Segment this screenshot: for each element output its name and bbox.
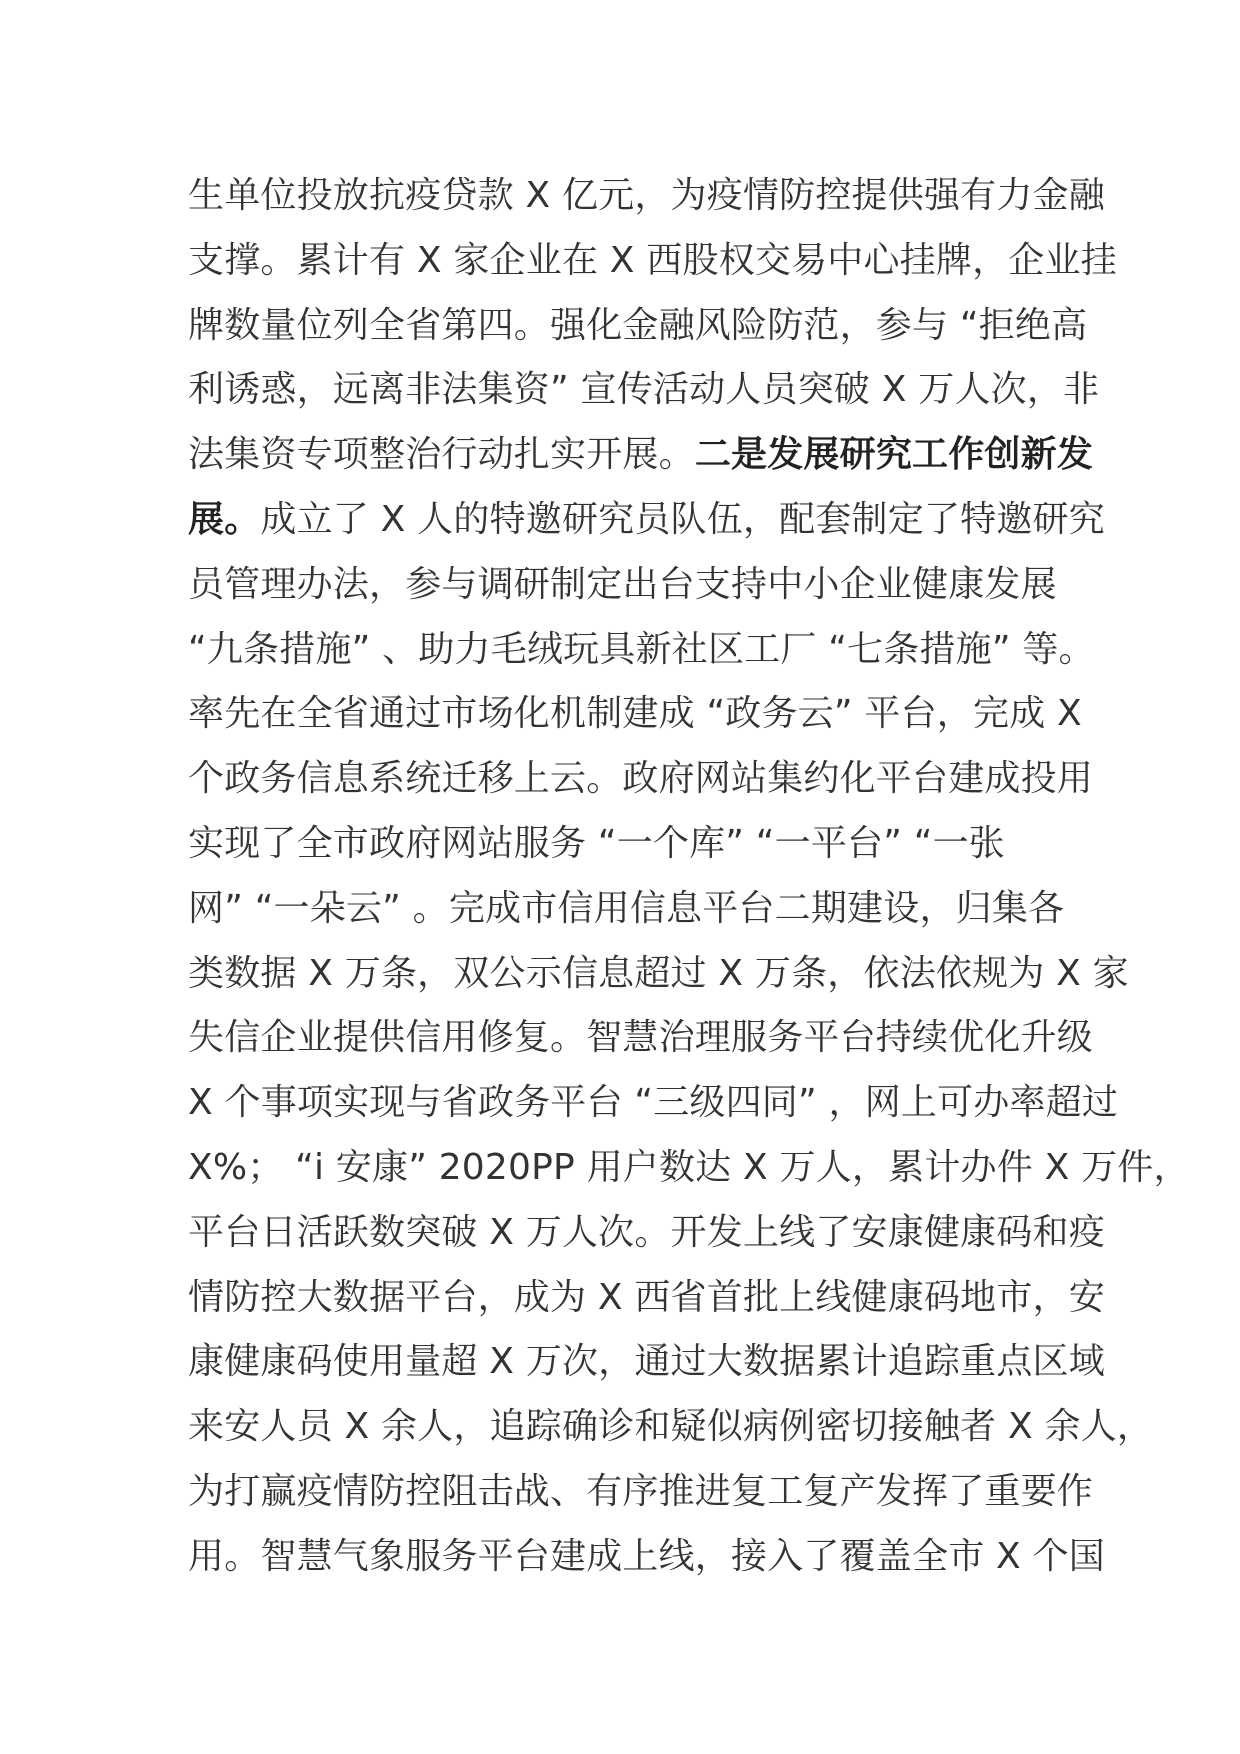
text-line (188, 1525, 1105, 1590)
text-line (188, 618, 1095, 683)
text-line (188, 1006, 1094, 1071)
text-run: 实现了全市政府网站服务 “一个库” “一平台” “一张 (188, 822, 1005, 864)
text-line (188, 423, 1094, 488)
text-run: X 个事项实现与省政务平台 “三级四同” ，网上可办率超过 (188, 1082, 1119, 1124)
text-run: 法集资专项整治行动扎实开展。 (188, 434, 695, 476)
text-run: 成立了 X 人的特邀研究员队伍，配套制定了特邀研究 (260, 498, 1105, 540)
text-run: 牌数量位列全省第四。强化金融风险防范，参与 “拒绝高 (188, 304, 1088, 346)
text-line (188, 553, 1088, 618)
text-line (188, 1071, 1119, 1136)
text-run: X%； “i 安康” 2020PP 用户数达 X 万人，累计办件 X 万件， (188, 1146, 1190, 1188)
text-run: 利诱惑，远离非法集资” 宣传活动人员突破 X 万人次，非 (188, 369, 1100, 411)
text-line (188, 877, 1088, 942)
text-run: 生单位投放抗疫贷款 X 亿元，为疫情防控提供强有力金融 (188, 175, 1105, 216)
text-run: 平台日活跃数突破 X 万人次。开发上线了安康健康码和疫 (188, 1211, 1105, 1253)
text-run: 类数据 X 万条，双公示信息超过 X 万条，依法依规为 X 家 (188, 952, 1129, 994)
text-run: 网” “一朵云” 。完成市信用信息平台二期建设，归集各 (188, 887, 1065, 929)
text-run: 用。智慧气象服务平台建成上线，接入了覆盖全市 X 个国 (188, 1535, 1105, 1577)
text-run: 康健康码使用量超 X 万次，通过大数据累计追踪重点区域 (188, 1341, 1105, 1383)
text-line (188, 1395, 1154, 1460)
text-line (188, 164, 1105, 229)
bold-heading-run: 展。 (188, 498, 261, 540)
text-run: 失信企业提供信用修复。智慧治理服务平台持续优化升级 (188, 1017, 1094, 1059)
text-run: 员管理办法，参与调研制定出台支持中小企业健康发展 (188, 563, 1057, 605)
text-line (188, 682, 1088, 747)
text-line (188, 747, 1094, 812)
text-line (188, 1266, 1105, 1331)
text-line (188, 1330, 1105, 1395)
text-run: 情防控大数据平台，成为 X 西省首批上线健康码地市，安 (188, 1276, 1105, 1318)
text-line (188, 1460, 1094, 1525)
text-run: 支撑。累计有 X 家企业在 X 西股权交易中心挂牌，企业挂 (188, 239, 1117, 281)
text-line (188, 1136, 1190, 1201)
bold-heading-run: 二是发展研究工作创新发 (694, 434, 1094, 476)
text-run: 个政务信息系统迁移上云。政府网站集约化平台建成投用 (188, 758, 1094, 800)
text-line (188, 812, 1088, 877)
text-line (188, 229, 1117, 294)
text-run: 来安人员 X 余人，追踪确诊和疑似病例密切接触者 X 余人， (188, 1406, 1154, 1448)
text-run: “九条措施” 、助力毛绒玩具新社区工厂 “七条措施” 等。 (188, 628, 1095, 670)
text-line (188, 358, 1100, 423)
body-text (188, 164, 1190, 1590)
text-run: 为打赢疫情防控阻击战、有序推进复工复产发挥了重要作 (188, 1470, 1094, 1512)
text-line (188, 1201, 1105, 1266)
text-run: 率先在全省通过市场化机制建成 “政务云” 平台，完成 X (188, 693, 1082, 735)
text-line (188, 488, 1105, 553)
text-line (188, 942, 1129, 1007)
text-line (188, 294, 1088, 359)
